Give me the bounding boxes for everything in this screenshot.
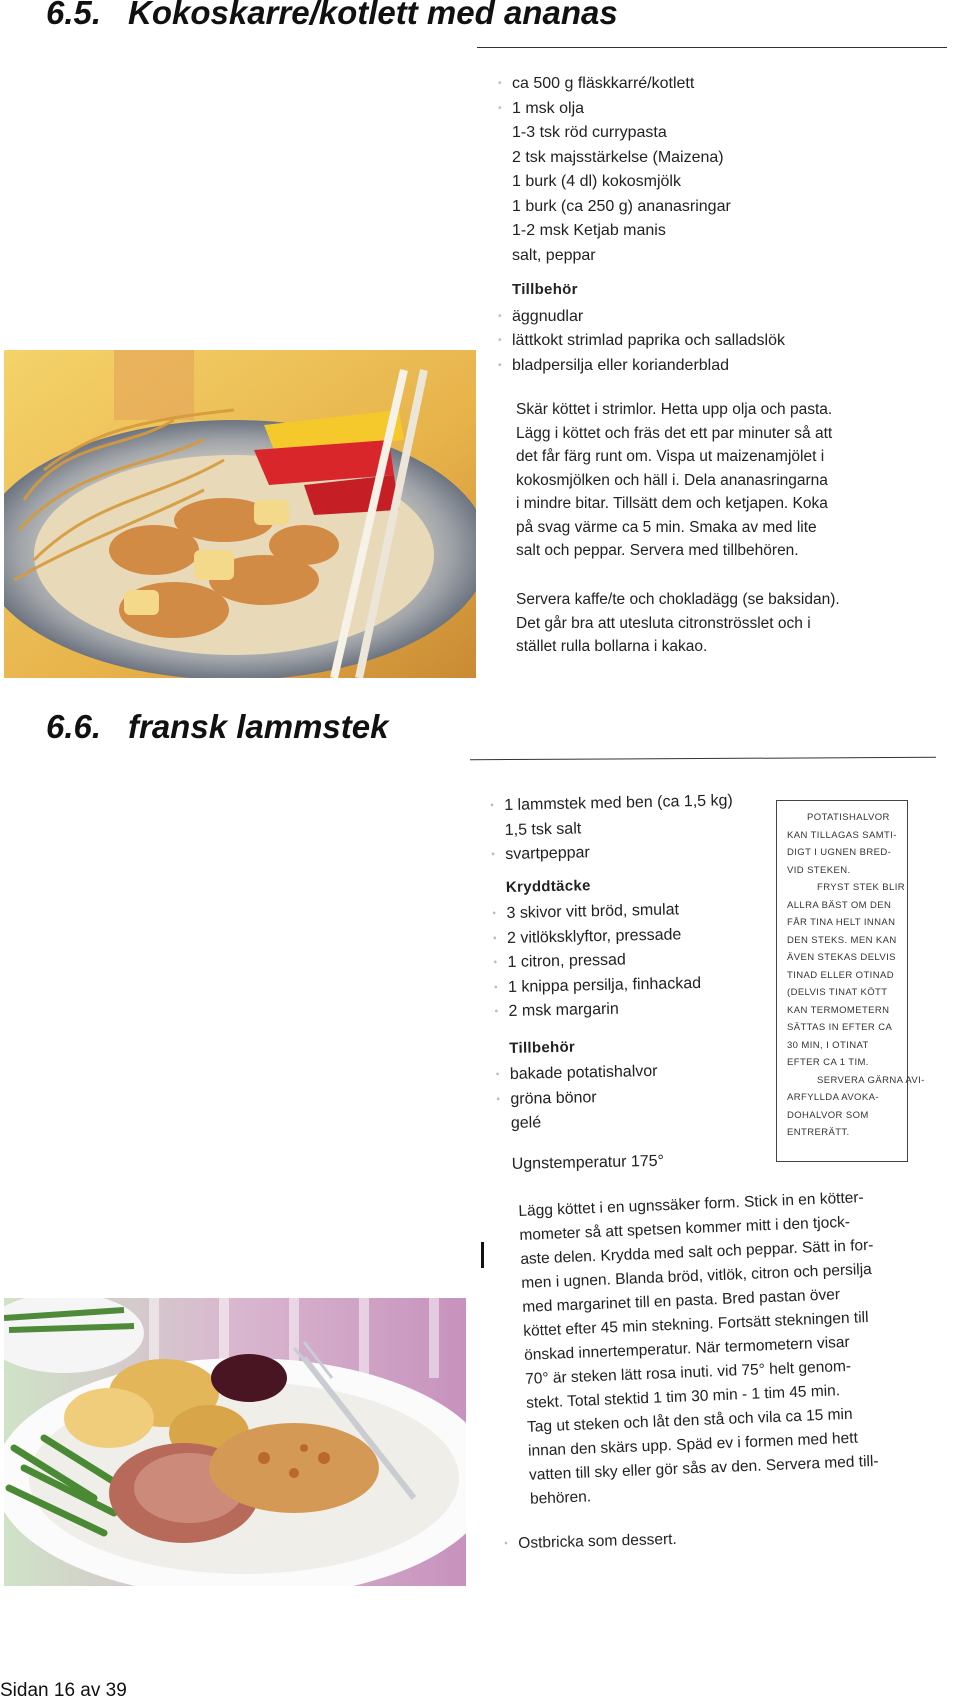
accessory: • äggnudlar bbox=[512, 305, 785, 330]
ingredient: 1-3 tsk röd currypasta bbox=[512, 124, 667, 141]
method-line: Lägg köttet i en ugnssäker form. Stick in en kötter- bbox=[518, 1189, 865, 1220]
ingredient: 1,5 tsk salt bbox=[504, 819, 582, 839]
crust-ingredient: • 2 vitlöksklyftor, pressade bbox=[507, 922, 736, 951]
accessory: • bakade potatishalvor bbox=[510, 1058, 739, 1087]
accessory: • lättkokt strimlad paprika och salladslök bbox=[512, 329, 785, 354]
tip-line: TINAD ELLER OTINAD bbox=[787, 969, 894, 981]
bullet-icon: • bbox=[492, 932, 497, 944]
note-line: Servera kaffe/te och chokladägg (se baksidan). bbox=[516, 591, 840, 608]
tip-line: SÄTTAS IN EFTER CA bbox=[787, 1022, 893, 1033]
method-line: Tag ut steken och låt den stå och vila ca 15 min bbox=[526, 1405, 853, 1436]
method-line: 70° är steken lätt rosa inuti. vid 75° helt genom- bbox=[524, 1357, 852, 1388]
dish-illustration bbox=[4, 350, 476, 678]
accessories-heading: Tillbehör bbox=[512, 281, 578, 298]
method-line: aste delen. Krydda med salt och peppar. Sätt in for- bbox=[520, 1236, 874, 1268]
crust-ingredient: • 1 citron, pressad bbox=[507, 946, 736, 975]
method-text bbox=[516, 398, 832, 563]
bullet-icon: • bbox=[498, 310, 502, 322]
ingredient: 2 tsk majsstärkelse (Maizena) bbox=[512, 148, 724, 166]
note-line: stället rulla bollarna i kakao. bbox=[516, 638, 708, 655]
tip-line: (DELVIS TINAT KÖTT bbox=[787, 987, 888, 998]
crust-ingredient: • 1 knippa persilja, finhackad bbox=[508, 971, 737, 1000]
accessory: gelé bbox=[510, 1114, 542, 1132]
ingredient: • 1 lammstek med ben (ca 1,5 kg) bbox=[504, 789, 733, 818]
pork-pineapple-photo bbox=[4, 350, 476, 678]
bullet-icon: • bbox=[493, 957, 498, 969]
accessory: • bladpersilja eller korianderblad bbox=[512, 354, 785, 379]
tip-line: POTATISHALVOR bbox=[807, 812, 890, 823]
bullet-icon: • bbox=[490, 800, 494, 812]
recipe-number: 6.5. bbox=[46, 0, 102, 31]
ingredient: salt, peppar bbox=[512, 246, 596, 264]
tip-line: FÅR TINA HELT INNAN bbox=[787, 917, 896, 928]
accessory: • gröna bönor bbox=[510, 1083, 739, 1112]
oven-temperature: Ugnstemperatur 175° bbox=[511, 1152, 665, 1173]
crust-heading: Kryddtäcke bbox=[505, 876, 591, 896]
recipe-title: fransk lammstek bbox=[128, 708, 389, 745]
method-line: köttet efter 45 min stekning. Fortsätt stekningen till bbox=[522, 1309, 869, 1340]
method-line: önskad innertemperatur. När termometern visar bbox=[523, 1333, 850, 1364]
tip-box bbox=[776, 800, 925, 1162]
dessert-note bbox=[504, 1528, 677, 1556]
tip-line: KAN TILLAGAS SAMTI- bbox=[787, 829, 897, 841]
scan-mark bbox=[481, 1242, 484, 1268]
method-line: kokosmjölken och häll i. Dela ananasringarna bbox=[516, 471, 828, 489]
bullet-icon: • bbox=[498, 335, 502, 346]
tip-line: KAN TERMOMETERN bbox=[787, 1004, 890, 1016]
method-line: stekt. Total stektid 1 tim 30 min - 1 tim 45 min. bbox=[525, 1382, 841, 1412]
bullet-icon: • bbox=[495, 1069, 500, 1081]
section-rule bbox=[470, 757, 936, 760]
method-line: mometer så att spetsen kommer mitt i den tjock- bbox=[519, 1213, 851, 1244]
ingredient: • 1 msk olja bbox=[512, 97, 785, 122]
tip-line: DIGT I UGNEN BRED- bbox=[787, 847, 892, 858]
serving-note bbox=[516, 588, 840, 659]
accessories-heading: Tillbehör bbox=[509, 1038, 576, 1057]
tip-line: ENTRERÄTT. bbox=[787, 1127, 850, 1138]
dessert-line: • Ostbricka som dessert. bbox=[518, 1528, 677, 1556]
tip-line: EFTER CA 1 TIM. bbox=[787, 1057, 869, 1068]
bullet-icon: • bbox=[498, 102, 502, 114]
recipe-number: 6.6. bbox=[46, 708, 102, 745]
method-line: med margarinet till en pasta. Bred pastan över bbox=[521, 1286, 841, 1316]
method-line: det får färg runt om. Vispa ut maizenamjölet i bbox=[516, 448, 825, 465]
bullet-icon: • bbox=[504, 1538, 508, 1550]
method-line: innan den skärs upp. Späd ev i formen med hett bbox=[527, 1429, 859, 1460]
tip-line: ALLRA BÄST OM DEN bbox=[787, 899, 892, 911]
method-line: i mindre bitar. Tillsätt dem och ketjapen. Koka bbox=[516, 495, 828, 512]
tip-line: VID STEKEN. bbox=[787, 864, 851, 876]
bullet-icon: • bbox=[494, 1006, 499, 1018]
bullet-icon: • bbox=[492, 908, 497, 920]
recipe-heading-6-6 bbox=[46, 708, 388, 746]
bullet-icon: • bbox=[498, 359, 502, 371]
bullet-icon: • bbox=[496, 1093, 501, 1105]
tip-line: SERVERA GÄRNA AVI- bbox=[817, 1074, 925, 1086]
method-line: vatten till sky eller gör sås av den. Servera med till- bbox=[528, 1452, 879, 1484]
method-line: Skär köttet i strimlor. Hetta upp olja och pasta. bbox=[516, 401, 833, 418]
tip-line: DOHALVOR SOM bbox=[787, 1109, 869, 1121]
recipe-heading-6-5 bbox=[46, 0, 618, 32]
bullet-icon: • bbox=[491, 849, 495, 861]
crust-ingredient: • 3 skivor vitt bröd, smulat bbox=[506, 897, 735, 926]
lamb-roast-photo bbox=[4, 1298, 466, 1586]
method-line: på svag värme ca 5 min. Smaka av med lite bbox=[516, 518, 817, 536]
method-line: men i ugnen. Blanda bröd, vitlök, citron och persilja bbox=[521, 1260, 873, 1292]
tip-line: FRYST STEK BLIR bbox=[817, 882, 906, 893]
ingredient: 1 burk (ca 250 g) ananasringar bbox=[512, 197, 731, 215]
tip-line: ÄVEN STEKAS DELVIS bbox=[787, 952, 896, 963]
ingredient: • ca 500 g fläskkarré/kotlett bbox=[512, 72, 785, 97]
bullet-icon: • bbox=[498, 78, 502, 89]
ingredient: 1 burk (4 dl) kokosmjölk bbox=[512, 173, 681, 190]
ingredient-list bbox=[490, 789, 741, 1177]
method-text bbox=[518, 1186, 884, 1512]
ingredient: 1-2 msk Ketjab manis bbox=[512, 222, 666, 239]
crust-ingredient: • 2 msk margarin bbox=[508, 995, 737, 1024]
top-rule bbox=[477, 47, 947, 48]
ingredient: • svartpeppar bbox=[505, 838, 734, 867]
dish-illustration bbox=[4, 1298, 466, 1586]
note-line: Det går bra att utesluta citronströsslet och i bbox=[516, 614, 811, 632]
page-number: Sidan 16 av 39 bbox=[0, 1680, 127, 1701]
method-line: salt och peppar. Servera med tillbehören. bbox=[516, 542, 799, 559]
tip-line: ARFYLLDA AVOKA- bbox=[787, 1092, 879, 1103]
method-line: Lägg i köttet och fräs det ett par minuter så att bbox=[516, 424, 833, 442]
recipe-title: Kokoskarre/kotlett med ananas bbox=[128, 0, 618, 31]
tip-line: 30 MIN, I OTINAT bbox=[787, 1039, 869, 1051]
tip-line: DEN STEKS. MEN KAN bbox=[787, 934, 897, 946]
method-line: behören. bbox=[529, 1488, 592, 1508]
ingredient-list bbox=[498, 72, 786, 378]
bullet-icon: • bbox=[493, 981, 498, 993]
